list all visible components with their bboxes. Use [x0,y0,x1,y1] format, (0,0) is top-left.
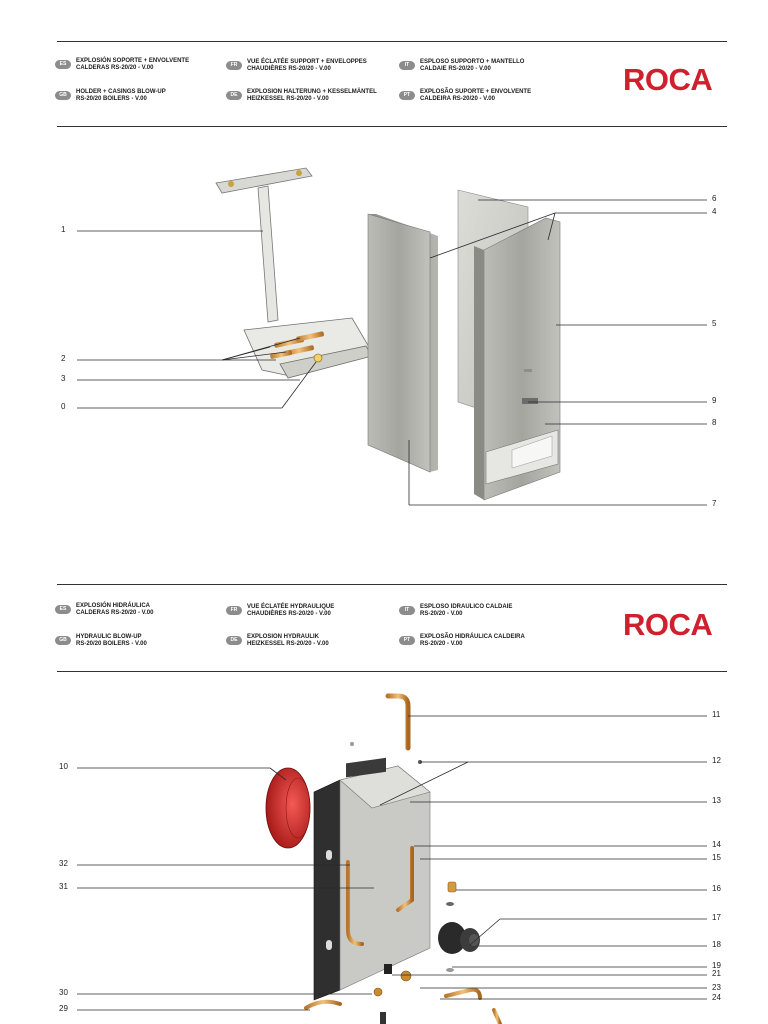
callout-number: 2 [61,354,66,363]
lang-subtitle: CALDERAS RS-20/20 - V.00 [76,65,154,71]
lang-badge: ES [55,60,71,69]
roca-logo: ROCA [623,607,713,642]
lang-subtitle: CHAUDIÈRES RS-20/20 - V.00 [247,66,331,72]
callout-number: 8 [712,418,717,427]
callout-number: 18 [712,940,721,949]
lang-subtitle: CALDAIE RS-20/20 - V.00 [420,66,491,72]
wall-holder-bracket [216,168,372,378]
callout-number: 17 [712,913,721,922]
lang-badge: GB [55,91,71,100]
lang-title: EXPLOSIÓN SOPORTE + ENVOLVENTE [76,58,190,64]
lang-title: EXPLOSÃO SUPORTE + ENVOLVENTE [420,89,532,95]
lang-title: VUE ÉCLATÉE HYDRAULIQUE [247,604,335,610]
lang-badge: DE [226,91,242,100]
lang-badge: DE [226,636,242,645]
lang-subtitle: RS-20/20 BOILERS - V.00 [76,96,147,102]
lang-subtitle: HEIZKESSEL RS-20/20 - V.00 [247,641,329,647]
callout-number: 21 [712,969,721,978]
lang-subtitle: HEIZKESSEL RS-20/20 - V.00 [247,96,329,102]
callout-number: 16 [712,884,721,893]
lang-badge: ES [55,605,71,614]
callout-number: 24 [712,993,721,1002]
callout-number: 12 [712,756,721,765]
lang-badge: PT [399,636,415,645]
lang-title: ESPLOSO IDRAULICO CALDAIE [420,604,513,610]
lang-badge: FR [226,61,242,70]
lang-badge: FR [226,606,242,615]
callout-number: 3 [61,374,66,383]
lang-subtitle: CALDEIRA RS-20/20 - V.00 [420,96,495,102]
callout-number: 14 [712,840,721,849]
callout-number: 1 [61,225,66,234]
callout-number: 4 [712,207,717,216]
callout-number: 32 [59,859,68,868]
callout-number: 11 [712,710,721,719]
lang-subtitle: CALDERAS RS-20/20 - V.00 [76,610,154,616]
pump-motor [438,922,480,954]
lang-badge: IT [399,606,415,615]
lang-title: VUE ÉCLATÉE SUPPORT + ENVELOPPES [247,59,367,65]
expansion-vessel [266,768,310,848]
callout-number: 23 [712,983,721,992]
callout-number: 0 [61,402,66,411]
lang-badge: IT [399,61,415,70]
callout-number: 15 [712,853,721,862]
side-casing-left [368,214,438,472]
lang-subtitle: RS-20/20 - V.00 [420,611,463,617]
lang-title: EXPLOSION HALTERUNG + KESSELMÄNTEL [247,89,377,95]
callout-number: 19 [712,961,721,970]
lang-title: HYDRAULIC BLOW-UP [76,634,142,640]
lang-title: ESPLOSO SUPPORTO + MANTELLO [420,59,525,65]
lang-title: EXPLOSÃO HIDRÁULICA CALDEIRA [420,634,525,640]
callout-number: 6 [712,194,717,203]
callout-number: 9 [712,396,717,405]
lang-title: EXPLOSION HYDRAULIK [247,634,320,640]
callout-number: 13 [712,796,721,805]
front-casing [474,218,560,500]
lang-subtitle: RS-20/20 - V.00 [420,641,463,647]
lang-title: EXPLOSIÓN HIDRÁULICA [76,603,151,609]
callout-number: 30 [59,988,68,997]
callout-number: 29 [59,1004,68,1013]
callout-number: 31 [59,882,68,891]
callout-number: 5 [712,319,717,328]
lang-subtitle: RS-20/20 BOILERS - V.00 [76,641,147,647]
callout-number: 7 [712,499,717,508]
lang-title: HOLDER + CASINGS BLOW-UP [76,89,166,95]
roca-logo: ROCA [623,62,713,97]
lang-subtitle: CHAUDIÈRES RS-20/20 - V.00 [247,611,331,617]
lang-badge: PT [399,91,415,100]
lang-badge: GB [55,636,71,645]
callout-number: 10 [59,762,68,771]
